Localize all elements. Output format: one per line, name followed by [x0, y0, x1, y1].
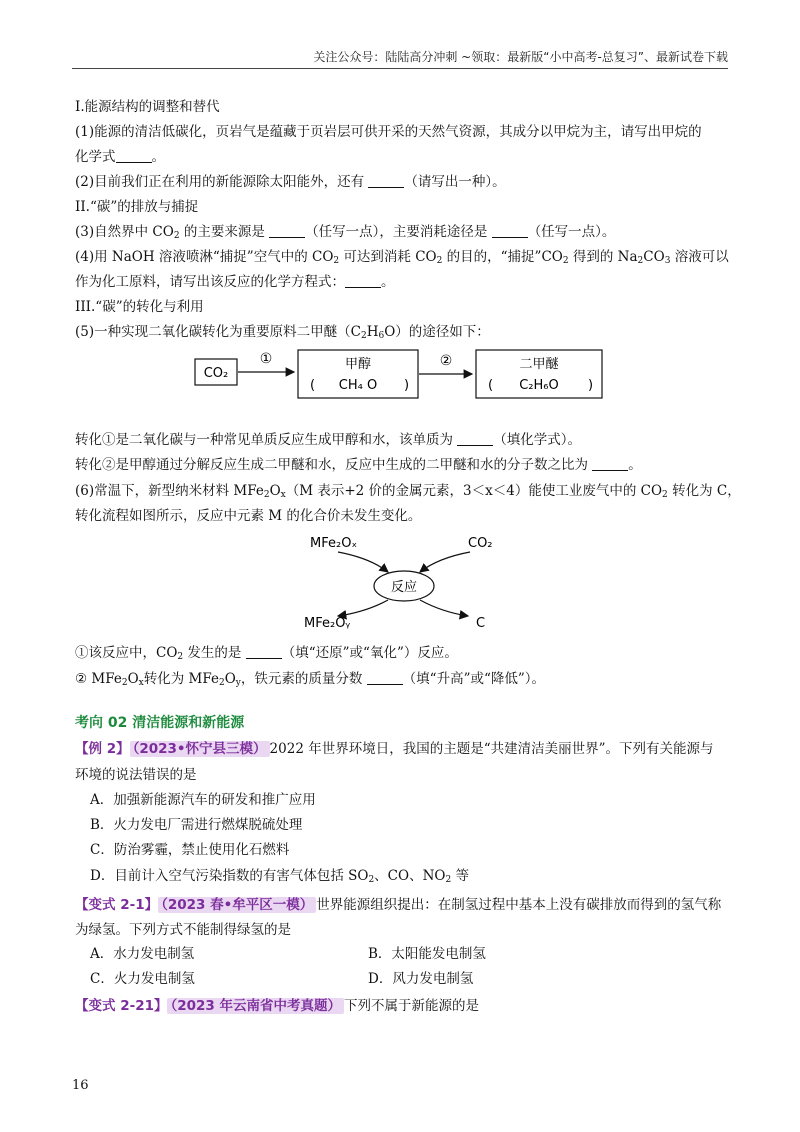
variant-2-1-stem-line-1: 【变式 2-1】 （2023 春•牟平区一模） 世界能源组织提出：在制氢过程中基本上没有碳排放而得到的氢气称	[75, 897, 722, 913]
question-6-line-1: (6)常温下，新型纳米材料 $MFe_2O_x(M$ 表示+2 价的金属元素，3＜x＜4）能使工业废气中的 $CO_2$ 转化为 C，	[75, 483, 741, 500]
question-6-line-2: 转化流程如图所示，反应中元素 M 的化合价未发生变化。	[75, 508, 422, 524]
sub-question-2: ② $MFe_2O_x$转化为 $MFe_2O_y$，铁元素的质量分数 （填“升高”或“降低”）。	[75, 671, 546, 688]
co2-label: CO₂	[203, 366, 229, 381]
paren-right: )	[588, 378, 594, 393]
example-tag: 【例 2】	[75, 741, 130, 757]
reactant-mfe2ox: MFe₂Oₓ	[310, 536, 358, 551]
conversion-2: 转化②是甲醇通过分解反应生成二甲醚和水，反应中生成的二甲醚和水的分子数之比为 。	[75, 457, 642, 473]
section-2-title: II.“碳”的排放与捕捉	[75, 199, 199, 215]
reactant-co2: CO₂	[468, 536, 493, 551]
paren-right: )	[404, 378, 410, 393]
question-1-line-1: (1)能源的清洁低碳化，页岩气是蕴藏于页岩层可供开采的天然气资源，其成分以甲烷为主，请写出甲烷的	[75, 124, 702, 140]
option-b[interactable]: B．太阳能发电制氢	[368, 946, 486, 962]
source-badge: （2023•怀宁县三模）	[130, 741, 270, 757]
source-badge: （2023 年云南省中考真题）	[167, 998, 344, 1014]
question-4-line-1: (4)用 NaOH 溶液喷淋“捕捉”空气中的 $CO_2$ 可达到消耗 $CO_2$ 的目的，“捕捉$”CO_2$ 得到的 $Na_2CO_3$ 溶液可以	[75, 249, 729, 266]
dimethyl-ether-formula: C₂H₆O	[519, 378, 559, 393]
example-2-stem-line-1: 【例 2】 （2023•怀宁县三模） 2022 年世界环境日，我国的主题是“共建清洁美丽世界”。下列有关能源与	[75, 741, 714, 757]
question-3: (3)自然界中 $CO_2$ 的主要来源是 （任写一点），主要消耗途径是 （任写一点）。	[75, 224, 616, 241]
header-rule	[72, 68, 728, 69]
answer-blank[interactable]	[457, 433, 493, 446]
paren-left: (	[310, 378, 316, 393]
paren-left: (	[488, 378, 494, 393]
methanol-name: 甲醇	[344, 357, 372, 372]
answer-blank[interactable]	[116, 150, 152, 163]
answer-blank[interactable]	[368, 175, 404, 188]
section-heading: 考向 02 清洁能源和新能源	[75, 715, 245, 731]
arrow-in-left	[338, 552, 388, 572]
page-header: 关注公众号：陆陆高分冲刺 ~领取：最新版“小中高考-总复习”、最新试卷下载	[313, 50, 728, 64]
product-c: C	[476, 616, 486, 631]
conversion-1: 转化①是二氧化碳与一种常见单质反应生成甲醇和水，该单质为 （填化学式）。	[75, 432, 582, 448]
question-2: (2)目前我们正在利用的新能源除太阳能外，还有 （请写出一种）。	[75, 174, 506, 190]
question-4-line-2: 作为化工原料，请写出该反应的化学方程式： 。	[75, 274, 395, 290]
answer-blank[interactable]	[367, 672, 403, 685]
answer-blank[interactable]	[492, 225, 528, 238]
option-a[interactable]: A．水力发电制氢	[90, 946, 195, 962]
answer-blank[interactable]	[246, 646, 282, 659]
dimethyl-ether-name: 二甲醚	[519, 357, 559, 372]
reaction-label: 反应	[390, 580, 418, 595]
answer-blank[interactable]	[345, 275, 381, 288]
option-a[interactable]: A．加强新能源汽车的研发和推广应用	[90, 792, 316, 808]
question-5: (5)一种实现二氧化碳转化为重要原料二甲醚$(C_2H_6O)$的途径如下：	[75, 324, 490, 341]
answer-blank[interactable]	[592, 458, 628, 471]
variant-tag: 【变式 2-21】	[75, 998, 168, 1014]
option-b[interactable]: B．火力发电厂需进行燃煤脱硫处理	[90, 817, 303, 833]
arrow-in-right	[420, 552, 470, 572]
sub-question-1: ①该反应中，$CO_2$ 发生的是 （填“还原”或“氧化”）反应。	[75, 645, 458, 662]
section-3-title: III.“碳”的转化与利用	[75, 299, 204, 315]
source-badge: （2023 春•牟平区一模）	[158, 897, 316, 913]
variant-2-21-stem: 【变式 2-21】 （2023 年云南省中考真题） 下列不属于新能源的是	[75, 998, 480, 1014]
section-1-title: I.能源结构的调整和替代	[75, 99, 220, 115]
product-mfe2oy: MFe₂Oᵧ	[304, 616, 351, 631]
option-d[interactable]: D．目前计入空气污染指数的有害气体包括 $SO_2$、CO、$NO_2$ 等	[90, 868, 469, 885]
question-1-line-2: 化学式 。	[75, 149, 165, 165]
arrow-out-right	[420, 600, 468, 616]
option-c[interactable]: C．火力发电制氢	[90, 971, 195, 987]
methanol-pathway-diagram	[190, 345, 610, 405]
page-number: 16	[72, 1078, 89, 1093]
step-1-label: ①	[259, 351, 273, 367]
example-2-stem-line-2: 环境的说法错误的是	[75, 767, 197, 783]
answer-blank[interactable]	[269, 225, 305, 238]
arrow-out-left	[338, 600, 388, 616]
option-d[interactable]: D．风力发电制氢	[368, 971, 474, 987]
reaction-cycle-diagram	[300, 530, 510, 635]
methanol-formula: CH₄ O	[338, 378, 378, 393]
option-c[interactable]: C．防治雾霾，禁止使用化石燃料	[90, 842, 290, 858]
variant-tag: 【变式 2-1】	[75, 897, 159, 913]
step-2-label: ②	[439, 353, 453, 369]
variant-2-1-stem-line-2: 为绿氢。下列方式不能制得绿氢的是	[75, 922, 291, 938]
